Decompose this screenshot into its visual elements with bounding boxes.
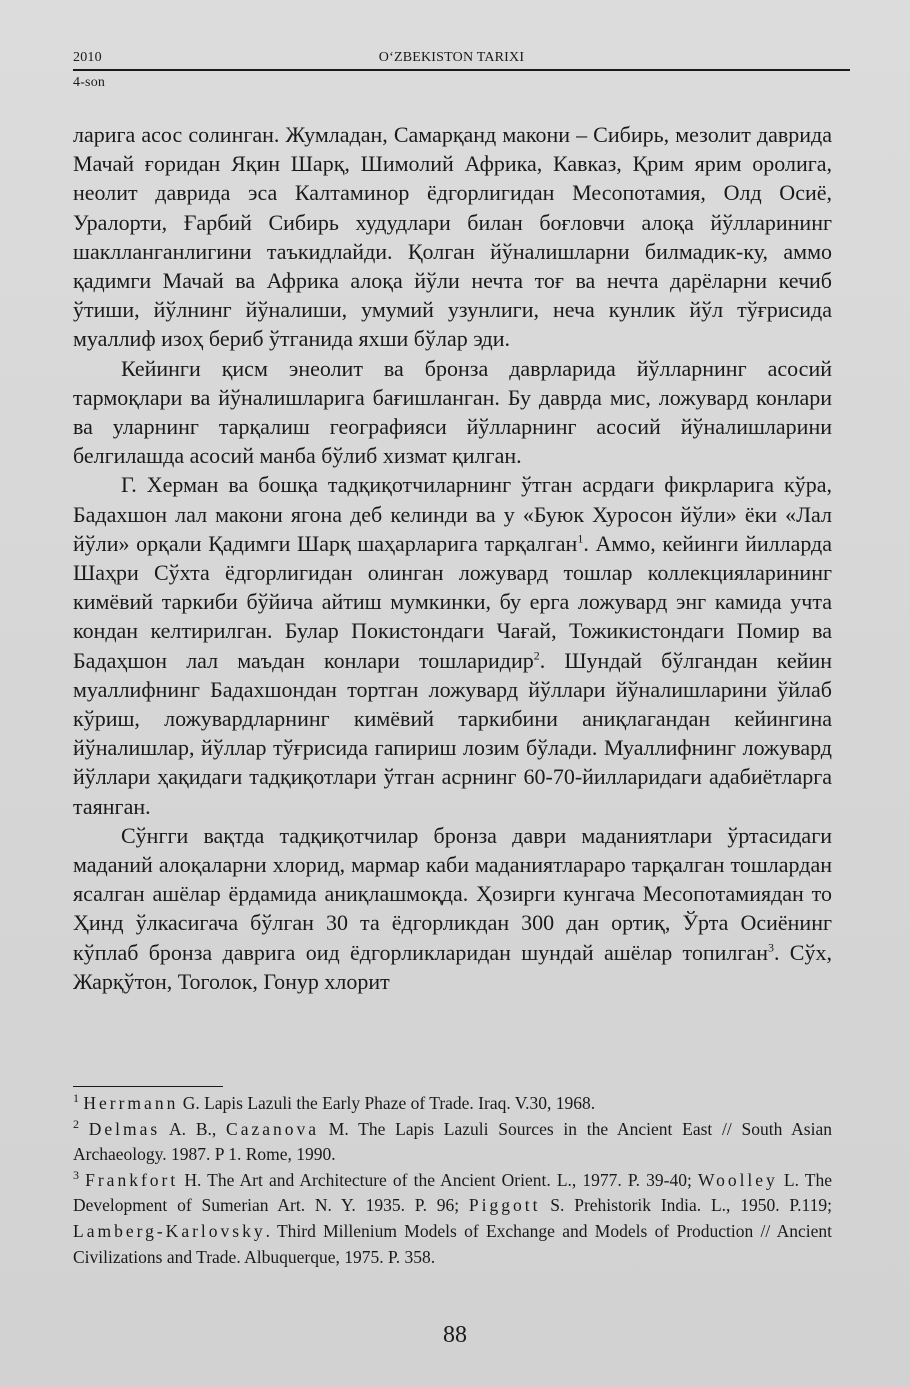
footnotes <box>73 1091 832 1270</box>
header-rule <box>73 69 850 71</box>
footnote-divider <box>73 1086 223 1087</box>
paragraph-4-part-a: Сўнгги вақтда тадқиқотчилар бронза даври маданиятлари ўртасидаги маданий алоқаларни хлорид, мармар каби маданиятлараро тарқалган тошлардан ясалган ашёлар ёрдамида аниқлашмоқда. Ҳозирги кунгача Месопотамиядан то Ҳинд ўлкасигача бўлган 30 та ёдгорликдан 300 дан ортиқ, Ўрта Осиёнинг кўплаб бронза даврига оид ёдгорликларидан шундай ашёлар топилган <box>73 822 832 965</box>
footnote-2 <box>73 1117 832 1168</box>
footnote-1 <box>73 1091 832 1117</box>
footnote-3-number: 3 <box>73 1167 79 1182</box>
paragraph-4-part-b: . Сўх, Жарқўтон, Тоголок, Гонур хлорит <box>73 939 832 994</box>
paragraph-3 <box>73 470 832 820</box>
footnote-1-text: G. Lapis Lazuli the Early Phaze of Trade. Iraq. V.30, 1968. <box>178 1093 596 1113</box>
footnote-2-author-2: Cazanova <box>226 1118 320 1139</box>
footnote-3-text-2: L. The Development of Sumerian Art. N. Y. 1935. P. 96; <box>73 1169 832 1216</box>
footnote-3-text-3: S. Prehistorik India. L., 1950. P.119; <box>540 1195 833 1216</box>
page-number: 88 <box>443 1322 467 1348</box>
footnote-3-author-2: Woolley <box>697 1169 778 1190</box>
footnote-2-author-1: Delmas <box>88 1118 161 1139</box>
paragraph-3-part-b: . Аммо, кейинги йилларда Шаҳри Сўхта ёдгорлигидан олинган ложувард тошлар коллекцияларининг кимёвий таркиби бўйича айтиш мумкинки, бу ерга ложувард энг камида учта кондан келтирилган. Булар Покистондаги Чағай, Тожикистондаги Помир ва Бадаҳшон лал маъдан конлари тошларидир <box>73 530 832 673</box>
footnote-3-author-4: Lamberg-Karlovsky <box>73 1220 266 1241</box>
footnote-1-author: Herrmann <box>83 1093 179 1113</box>
footnote-ref-3[interactable]: 3 <box>767 940 774 955</box>
paragraph-3-part-a: Г. Херман ва бошқа тадқиқотчиларнинг ўтган асрдаги фикрларига кўра, Бадахшон лал макони ягона деб келинди ва у «Буюк Хуросон йўли» ёки «Лал йўли» орқали Қадимги Шарқ шаҳарларига тарқалган <box>73 472 832 556</box>
footnote-3-author-3: Piggott <box>468 1195 541 1216</box>
header-journal-title: O‘ZBEKISTON TARIXI <box>378 50 525 65</box>
footnote-3-text-4: . Third Millenium Models of Exchange and Models of Production // Ancient Civilizations and Trade. Albuquerque, 1975. P. 358. <box>73 1220 832 1267</box>
footnote-2-text: M. The Lapis Lazuli Sources in the Ancient East // South Asian Archaeology. 1987. P 1. Rome, 1990. <box>73 1118 832 1165</box>
header-issue: 4-son <box>73 75 106 90</box>
main-text <box>73 120 832 996</box>
footnote-ref-1[interactable]: 1 <box>577 531 584 546</box>
footnote-3 <box>73 1168 832 1270</box>
paragraph-1: ларига асос солинган. Жумладан, Самарқанд макони – Сибирь, мезолит даврида Мачай ғоридан Яқин Шарқ, Шимолий Африка, Кавказ, Қрим ярим оролига, неолит даврида эса Калтаминор ёдгорлигидан Месопотамия, Олд Осиё, Уралорти, Ғарбий Сибирь худудлари билан боғловчи алоқа йўлларининг шаклланганлигини таъкидлайди. Қолган йўналишларни билмадик-ку, аммо қадимги Мачай ва Африка алоқа йўли нечта тоғ ва нечта дарёларни кечиб ўтиши, йўлнинг йўналиши, умумий узунлиги, неча кунлик йўл тўғрисида муаллиф изоҳ бериб ўтганида яхши бўлар эди. <box>73 122 832 352</box>
paragraph-2: Кейинги қисм энеолит ва бронза даврларида йўлларнинг асосий тармоқлари ва йўналишларига бағишланган. Бу даврда мис, ложувард конлари ва уларнинг тарқалиш географияси йўлларнинг асосий йўналишларини белгилашда асосий манба бўлиб хизмат қилган. <box>73 355 832 469</box>
footnote-ref-2[interactable]: 2 <box>533 648 540 663</box>
footnote-2-number: 2 <box>73 1116 79 1131</box>
footnote-3-text-1: H. The Art and Architecture of the Ancient Orient. L., 1977. P. 39-40; <box>178 1169 698 1190</box>
footnote-3-author-1: Frankfort <box>85 1169 179 1190</box>
footnote-2-mid: A. B., <box>160 1118 227 1139</box>
footnote-1-number: 1 <box>73 1091 79 1106</box>
paragraph-3-part-c: . Шундай бўлгандан кейин муаллифнинг Бадахшондан тортган ложувард йўллари йўналишларини ўйлаб кўриш, ложувардларнинг кимёвий таркибини аниқлагандан кейингина йўналишлар, йўллар тўғрисида гапириш лозим бўлади. Муаллифнинг ложувард йўллари ҳақидаги тадқиқотлари ўтган асрнинг 60-70-йилларидаги адабиётларга таянган. <box>73 647 832 819</box>
paragraph-4 <box>73 821 832 996</box>
header-year: 2010 <box>73 50 102 65</box>
